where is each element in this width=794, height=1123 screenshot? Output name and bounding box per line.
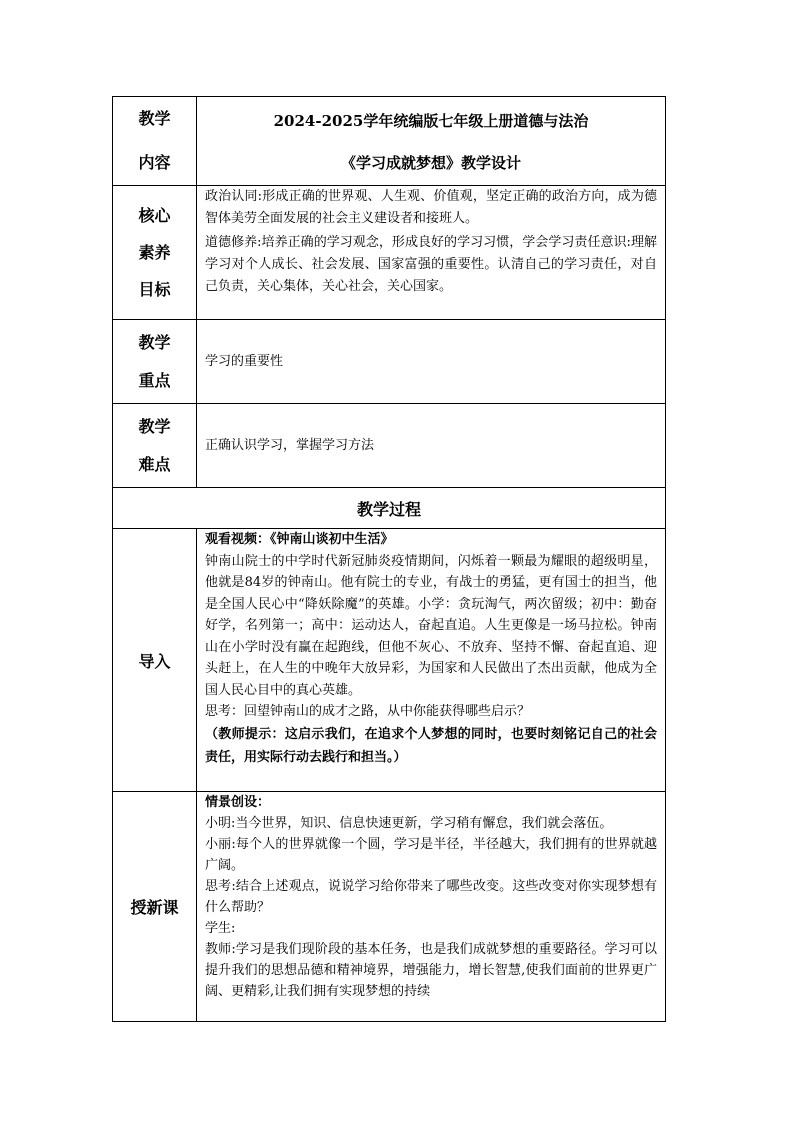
label-line: 难点 <box>138 454 171 474</box>
new-lesson-line: 小丽:每个人的世界就像一个圆，学习是半径，半径越大，我们拥有的世界就越广阔。 <box>205 837 657 873</box>
label-line: 目标 <box>138 280 171 299</box>
key-point-text: 学习的重要性 <box>197 320 666 404</box>
intro-row <box>113 529 666 792</box>
new-lesson-line: 学生: <box>205 921 236 936</box>
intro-hint: （教师提示：这启示我们，在追求个人梦想的同时，也要时刻铭记自己的社会责任，用实际行动去践行和担当。） <box>205 726 657 765</box>
title-line-2: 《学习成就梦想》教学设计 <box>340 154 521 172</box>
new-lesson-heading: 情景创设： <box>205 795 271 810</box>
goals-content <box>197 186 666 320</box>
intro-body: 钟南山院士的中学时代新冠肺炎疫情期间，闪烁着一颗最为耀眼的超级明星，他就是84岁的钟南山。他有院士的专业，有战士的勇猛，更有国士的担当，他是全国人民心中“降妖除魔”的英雄。小学：贪玩淘气，两次留级；初中：勤奋好学，名列第一；高中：运动达人，奋起直追。人生更像是一场马拉松。钟南山在小学时没有赢在起跑线，但他不灰心、不放弃、坚持不懈、奋起直追、迎头赶上，在人生的中晚年大放异彩，为国家和人民做出了杰出贡献，他成为全国人民心目中的真心英雄。 <box>205 553 657 698</box>
teaching-content-label <box>113 97 197 186</box>
key-point-row <box>113 320 666 404</box>
goals-label <box>113 186 197 320</box>
difficulty-label <box>113 404 197 488</box>
title-cell <box>197 97 666 186</box>
label-line: 教学 <box>138 416 171 436</box>
goals-row <box>113 186 666 320</box>
difficulty-text: 正确认识学习，掌握学习方法 <box>197 404 666 488</box>
label-line: 内容 <box>138 153 171 172</box>
goal-paragraph: 道德修养:培养正确的学习观念，形成良好的学习习惯，学会学习责任意识:理解学习对个人成长、社会发展、国家富强的重要性。认清自己的学习责任，对自己负责，关心集体，关心社会，关心国家。 <box>205 235 657 294</box>
intro-label: 导入 <box>113 529 197 792</box>
new-lesson-content <box>197 792 666 1022</box>
key-point-label <box>113 320 197 404</box>
label-line: 素养 <box>138 243 171 262</box>
goal-paragraph: 政治认同:形成正确的世界观、人生观、价值观，坚定正确的政治方向，成为德智体美劳全面发展的社会主义建设者和接班人。 <box>205 189 657 226</box>
intro-content <box>197 529 666 792</box>
label-line: 重点 <box>138 370 171 390</box>
label-line: 教学 <box>138 109 171 128</box>
process-title: 教学过程 <box>113 488 666 529</box>
intro-heading: 观看视频：《钟南山谈初中生活》 <box>205 532 394 547</box>
process-title-row <box>113 488 666 529</box>
intro-think: 思考：回望钟南山的成才之路，从中你能获得哪些启示？ <box>205 704 531 719</box>
lesson-plan-table <box>112 96 666 1022</box>
header-row <box>113 97 666 186</box>
title-line-1: 2024-2025学年统编版七年级上册道德与法治 <box>273 112 589 130</box>
lesson-plan-page <box>112 96 666 1022</box>
new-lesson-label: 授新课 <box>113 792 197 1022</box>
difficulty-row <box>113 404 666 488</box>
label-line: 核心 <box>138 206 171 225</box>
new-lesson-line: 思考:结合上述观点，说说学习给你带来了哪些改变。这些改变对你实现梦想有什么帮助？ <box>205 879 657 915</box>
label-line: 教学 <box>138 332 171 352</box>
new-lesson-row <box>113 792 666 1022</box>
new-lesson-line: 小明:当今世界，知识、信息快速更新，学习稍有懈怠，我们就会落伍。 <box>205 816 613 831</box>
new-lesson-line: 教师:学习是我们现阶段的基本任务，也是我们成就梦想的重要路径。学习可以提升我们的思想品德和精神境界，增强能力，增长智慧,使我们面前的世界更广阔、更精彩,让我们拥有实现梦想的持续 <box>205 942 657 999</box>
